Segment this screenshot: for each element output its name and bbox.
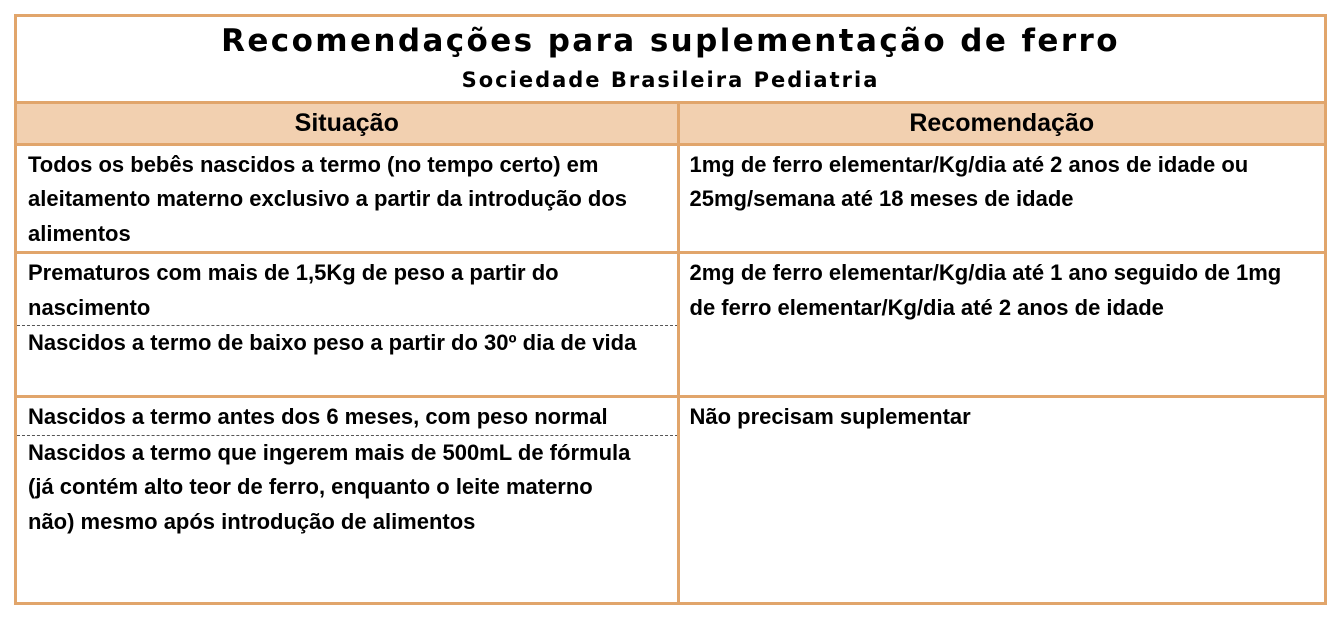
situation-text-line: Nascidos a termo que ingerem mais de 500mL de fórmula (já contém alto teor de ferro, enquanto o leite materno não) mesmo após introdução de alimentos [28, 439, 631, 534]
recommendation-cell [678, 397, 1324, 604]
situation-cell [17, 144, 678, 253]
situation-text [17, 254, 678, 326]
table-row [17, 253, 1324, 397]
header-recomendacao: Recomendação [678, 104, 1324, 144]
header-situacao: Situação [17, 104, 678, 144]
situation-text [17, 326, 678, 361]
recommendations-table [17, 104, 1324, 604]
situation-text-line: Nascidos a termo de baixo peso a partir do 30º dia de vida [28, 330, 637, 355]
table-row [17, 144, 1324, 253]
recommendations-table-frame [14, 14, 1327, 605]
recommendation-cell [678, 144, 1324, 253]
table-subtitle: Sociedade Brasileira Pediatria [461, 68, 880, 92]
title-block [17, 17, 1324, 104]
header-row [17, 104, 1324, 144]
situation-text-line: Prematuros com mais de 1,5Kg de peso a partir do nascimento [28, 260, 559, 320]
recommendation-cell [678, 253, 1324, 397]
situation-cell [17, 397, 678, 604]
table-row [17, 397, 1324, 604]
recommendation-text: 2mg de ferro elementar/Kg/dia até 1 ano seguido de 1mg de ferro elementar/Kg/dia até 2 anos de idade [689, 260, 1282, 320]
situation-text [17, 398, 678, 436]
situation-text [17, 436, 678, 540]
situation-text-line: Nascidos a termo antes dos 6 meses, com peso normal [28, 404, 608, 429]
recommendation-text: Não precisam suplementar [689, 404, 971, 429]
recommendation-text: 1mg de ferro elementar/Kg/dia até 2 anos de idade ou 25mg/semana até 18 meses de idade [689, 151, 1249, 211]
situation-text: Todos os bebês nascidos a termo (no tempo certo) em aleitamento materno exclusivo a partir da introdução dos alimentos [28, 151, 628, 246]
situation-cell [17, 253, 678, 397]
table-title: Recomendações para suplementação de ferro [221, 23, 1120, 59]
